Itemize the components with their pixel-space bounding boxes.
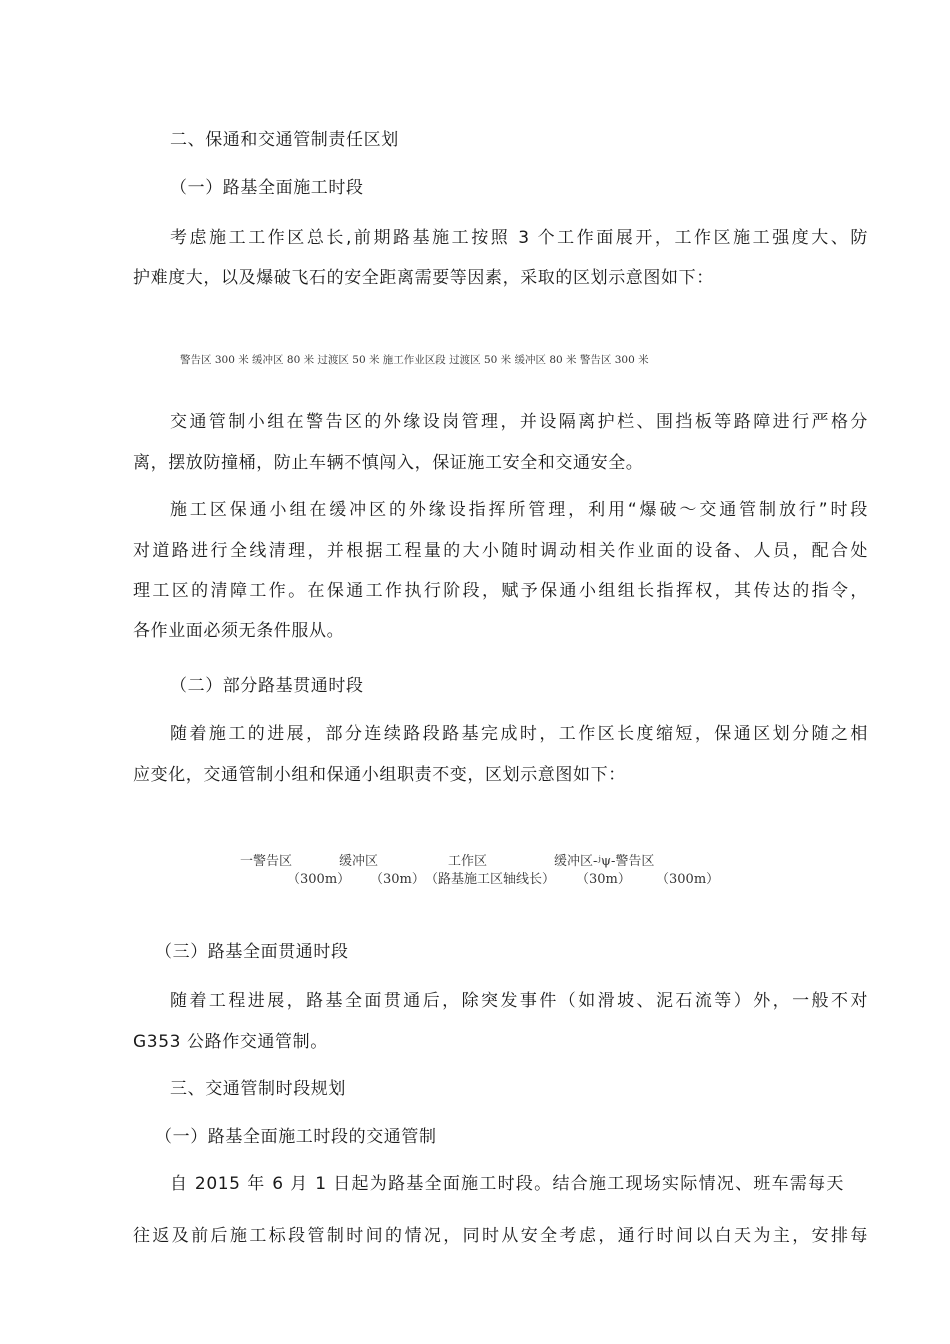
section-heading: 二、保通和交通管制责任区划 xyxy=(170,130,399,150)
paragraph-line: 施工区保通小组在缓冲区的外缘设指挥所管理，利用“爆破～交通管制放行”时段 xyxy=(170,500,868,520)
zone-diagram-1: 警告区 300 米 缓冲区 80 米 过渡区 50 米 施工作业区段 过渡区 50 米 缓冲区 80 米 警告区 300 米 xyxy=(180,354,649,366)
zone-length: （30m） xyxy=(576,872,631,887)
paragraph-line: 交通管制小组在警告区的外缘设岗管理，并设隔离护栏、围挡板等路障进行严格分 xyxy=(170,412,868,432)
zone-length: （30m） xyxy=(370,872,425,887)
zone-label-work: 工作区 xyxy=(448,854,488,869)
paragraph-line: 理工区的清障工作。在保通工作执行阶段，赋予保通小组组长指挥权，其传达的指令， xyxy=(133,581,868,601)
subsection-heading: （三）路基全面贯通时段 xyxy=(155,942,349,962)
paragraph-line: 离，摆放防撞桶，防止车辆不慎闯入，保证施工安全和交通安全。 xyxy=(133,453,644,473)
paragraph-line: 考虑施工工作区总长,前期路基施工按照 3 个工作面展开，工作区施工强度大、防 xyxy=(170,228,868,248)
zone-label-warning: 一警告区 xyxy=(240,854,293,869)
subsection-heading: （二）部分路基贯通时段 xyxy=(170,676,364,696)
paragraph-line: 各作业面必须无条件服从。 xyxy=(133,621,345,641)
paragraph-line: 护难度大，以及爆破飞石的安全距离需要等因素，采取的区划示意图如下： xyxy=(133,268,714,288)
paragraph-line: 随着工程进展，路基全面贯通后，除突发事件（如滑坡、泥石流等）外，一般不对 xyxy=(170,991,868,1011)
zone-length: （300m） xyxy=(287,872,351,887)
paragraph-line: 自 2015 年 6 月 1 日起为路基全面施工时段。结合施工现场实际情况、班车需每天 xyxy=(170,1174,844,1194)
zone-label-buffer: 缓冲区 xyxy=(339,854,379,869)
zone-length: （路基施工区轴线长） xyxy=(425,872,556,887)
paragraph-line: G353 公路作交通管制。 xyxy=(133,1032,328,1052)
zone-label-buffer-warning: 缓冲区-ʲψ-警告区 xyxy=(554,854,655,869)
subsection-heading: （一）路基全面施工时段 xyxy=(170,178,364,198)
paragraph-line: 对道路进行全线清理，并根据工程量的大小随时调动相关作业面的设备、人员，配合处 xyxy=(133,541,868,561)
paragraph-line: 应变化，交通管制小组和保通小组职责不变，区划示意图如下： xyxy=(133,765,626,785)
paragraph-line: 往返及前后施工标段管制时间的情况，同时从安全考虑，通行时间以白天为主，安排每 xyxy=(133,1226,868,1246)
subsection-heading: （一）路基全面施工时段的交通管制 xyxy=(155,1127,437,1147)
section-heading: 三、交通管制时段规划 xyxy=(170,1079,346,1099)
paragraph-line: 随着施工的进展，部分连续路段路基完成时，工作区长度缩短，保通区划分随之相 xyxy=(170,724,868,744)
zone-length: （300m） xyxy=(656,872,720,887)
